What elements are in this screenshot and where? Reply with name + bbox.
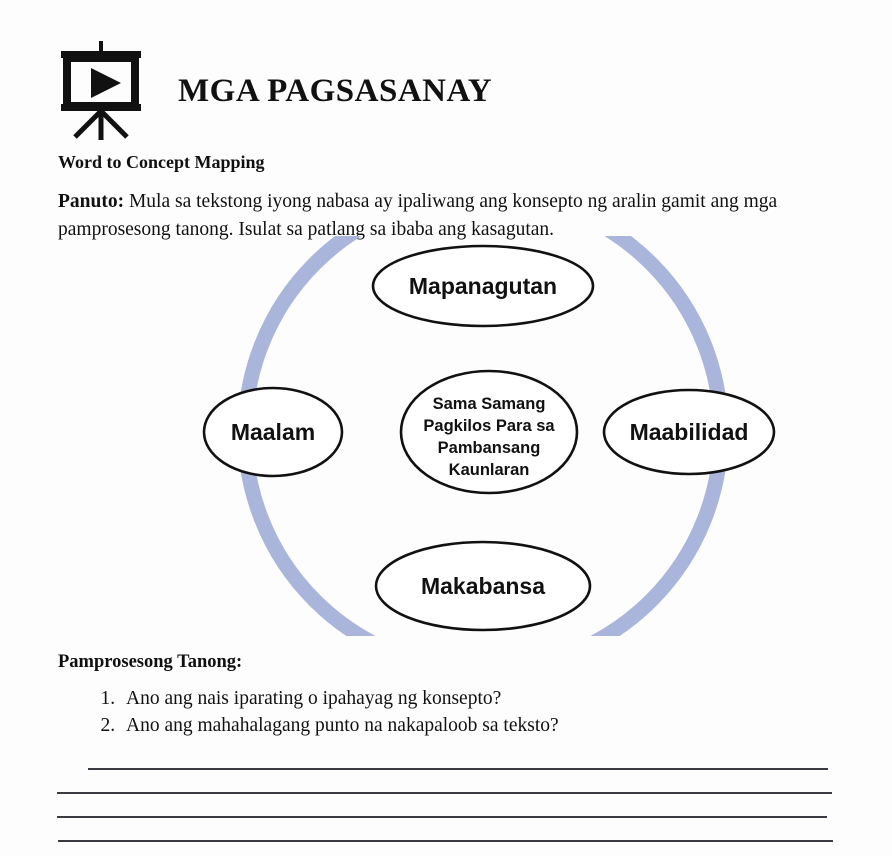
- list-item: 1. Ano ang nais iparating o ipahayag ng konsepto?: [120, 686, 559, 713]
- questions-list: [86, 686, 559, 740]
- node-bottom: [376, 542, 590, 630]
- node-center-line1: Sama Samang: [432, 395, 546, 413]
- node-left: [204, 388, 342, 476]
- node-bottom-label: Makabansa: [420, 573, 546, 599]
- questions-heading: Pamprosesong Tanong:: [58, 652, 243, 672]
- activity-subtitle: Word to Concept Mapping: [58, 152, 265, 172]
- list-item: 2. Ano ang mahahalagang punto na nakapaloob sa teksto?: [120, 713, 559, 740]
- instructions-text: Mula sa tekstong iyong nabasa ay ipaliwang ang konsepto ng aralin gamit ang mga pamprosesong tanong. Isulat sa patlang sa ibaba ang kasagutan.: [58, 191, 778, 240]
- instructions-label: Panuto:: [58, 191, 125, 212]
- answer-line[interactable]: [57, 816, 827, 818]
- answer-lines-area[interactable]: [0, 760, 892, 856]
- node-center-line2: Pagkilos Para sa: [423, 417, 555, 435]
- page-title: MGA PAGSASANAY: [178, 72, 493, 109]
- presentation-board-play-icon: [58, 41, 144, 141]
- node-center-line4: Kaunlaran: [448, 461, 530, 479]
- node-top: [373, 246, 593, 326]
- answer-line[interactable]: [57, 792, 832, 794]
- node-right: [604, 390, 774, 474]
- answer-line[interactable]: [58, 840, 833, 842]
- node-center-line3: Pambansang: [437, 439, 541, 457]
- page-header: [58, 36, 492, 146]
- answer-line[interactable]: [88, 768, 828, 770]
- concept-map-diagram: [0, 236, 892, 636]
- node-top-label: Mapanagutan: [408, 273, 558, 299]
- node-right-label: Maabilidad: [629, 419, 749, 445]
- node-left-label: Maalam: [230, 419, 316, 445]
- node-center: [401, 371, 577, 493]
